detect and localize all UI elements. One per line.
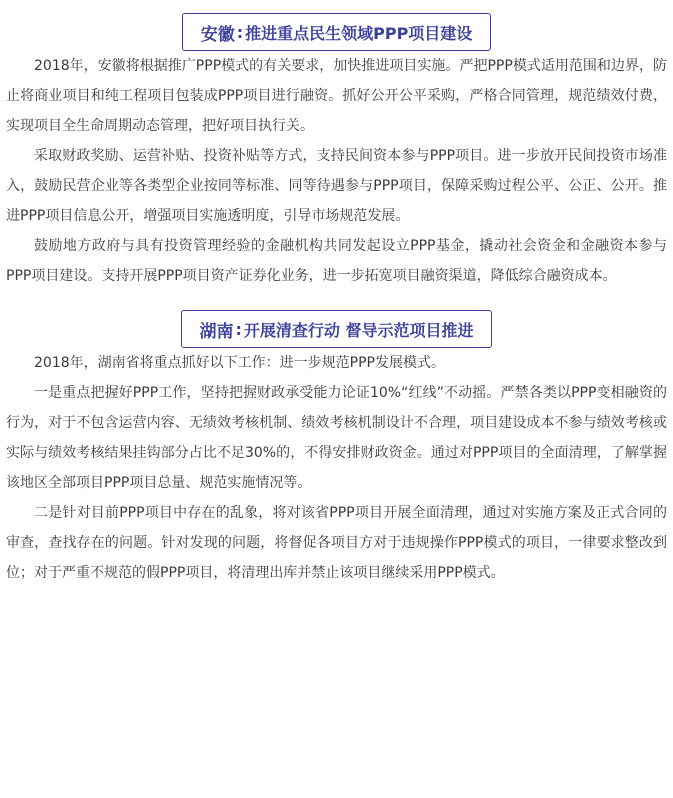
paragraph: 鼓励地方政府与具有投资管理经验的金融机构共同发起设立PPP基金，撬动社会资金和金融资本参与PPP项目建设。支持开展PPP项目资产证券化业务，进一步拓宽项目融资渠道，降低综合融资成本。 — [6, 238, 667, 284]
paragraph: 采取财政奖励、运营补贴、投资补贴等方式，支持民间资本参与PPP项目。进一步放开民间投资市场准入，鼓励民营企业等各类型企业按同等标准、同等待遇参与PPP项目，保障采购过程公平、公正、公开。推进PPP项目信息公开，增强项目实施透明度，引导市场规范发展。 — [6, 148, 667, 224]
paragraph: 二是针对目前PPP项目中存在的乱象，将对该省PPP项目开展全面清理，通过对实施方案及正式合同的审查，查找存在的问题。针对发现的问题，将督促各项目方对于违规操作PPP模式的项目，一律要求整改到位；对于严重不规范的假PPP项目，将清理出库并禁止该项目继续采用PPP模式。 — [6, 505, 667, 581]
article-page — [0, 13, 673, 798]
heading-province: 湖南 — [199, 321, 234, 342]
section-anhui — [6, 13, 667, 51]
heading-title: 开展清查行动 督导示范项目推进 — [243, 320, 474, 340]
section-heading-hunan — [181, 310, 493, 348]
heading-colon: : — [235, 319, 242, 339]
heading-title: 推进重点民生领域PPP项目建设 — [245, 23, 473, 43]
heading-province: 安徽 — [200, 24, 235, 45]
paragraph: 2018年，安徽将根据推广PPP模式的有关要求，加快推进项目实施。严把PPP模式适用范围和边界，防止将商业项目和纯工程项目包装成PPP项目进行融资。抓好公开公平采购，严格合同管理，规范绩效付费，实现项目全生命周期动态管理，把好项目执行关。 — [6, 58, 667, 134]
paragraph: 2018年，湖南省将重点抓好以下工作：进一步规范PPP发展模式。 — [34, 355, 445, 371]
paragraph: 一是重点把握好PPP工作，坚持把握财政承受能力论证10%“红线”不动摇。严禁各类以PPP变相融资的行为，对于不包含运营内容、无绩效考核机制、绩效考核机制设计不合理，项目建设成本不参与绩效考核或实际与绩效考核结果挂钩部分占比不足30%的，不得安排财政资金。通过对PPP项目的全面清理，了解掌握该地区全部项目PPP项目总量、规范实施情况等。 — [6, 385, 667, 491]
heading-colon: : — [236, 22, 244, 42]
section-hunan — [6, 310, 667, 348]
section-heading-anhui — [182, 13, 492, 51]
